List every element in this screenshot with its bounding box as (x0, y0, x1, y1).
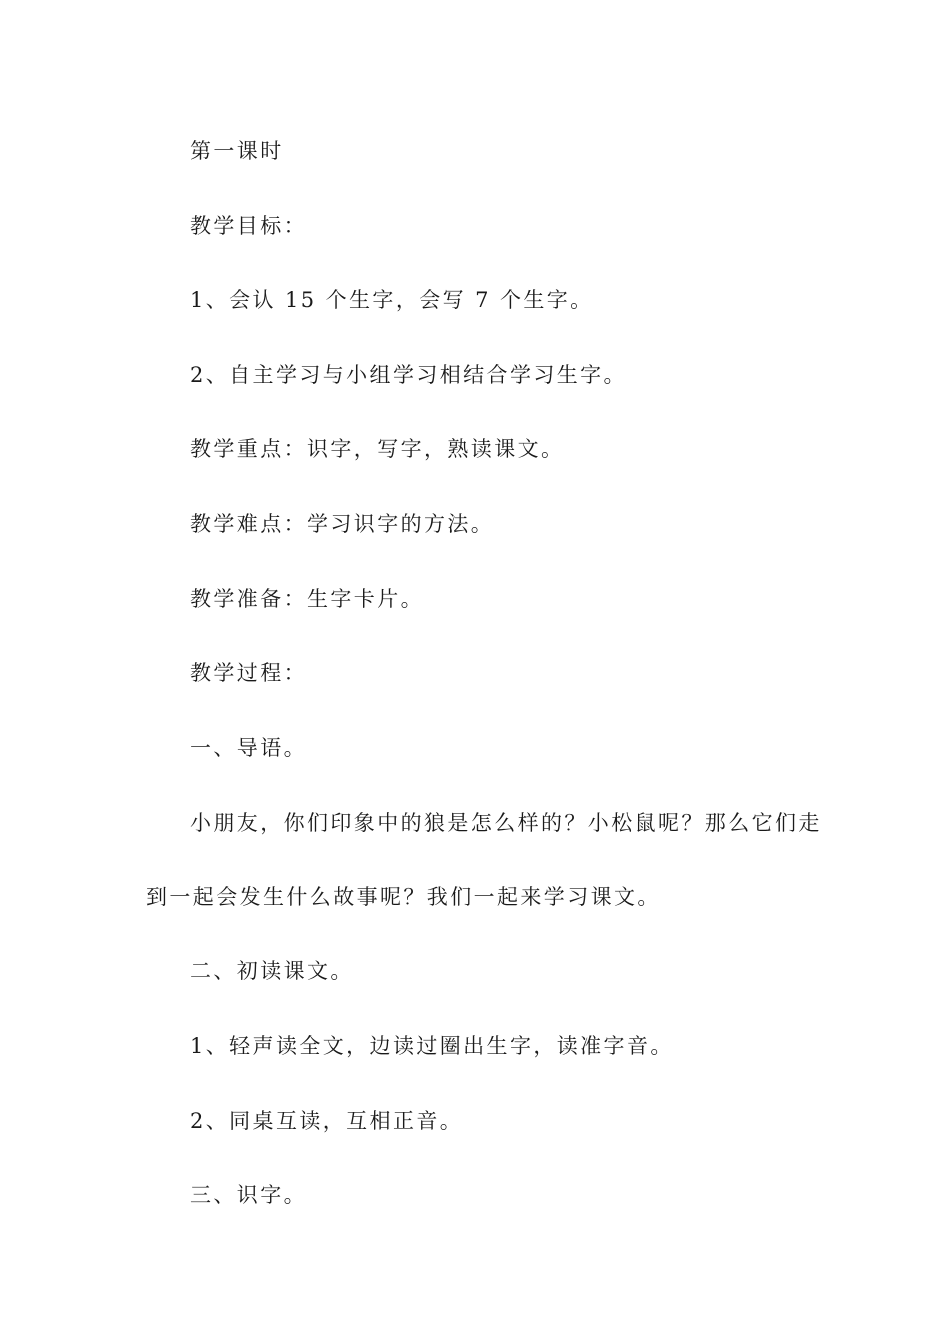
section-3-heading: 三、识字。 (190, 1183, 307, 1207)
key-points-line: 教学重点：识字，写字，熟读课文。 (190, 437, 565, 461)
difficulties-line: 教学难点：学习识字的方法。 (190, 512, 495, 536)
section-2-heading: 二、初读课文。 (190, 959, 354, 983)
lesson-heading: 第一课时 (190, 139, 284, 163)
reading-step-1: 1、轻声读全文，边读过圈出生字，读准字音。 (190, 1034, 674, 1058)
process-heading: 教学过程： (190, 661, 307, 685)
intro-paragraph-line-2: 到一起会发生什么故事呢？我们一起来学习课文。 (146, 885, 661, 909)
objective-item-1: 1、会认 15 个生字，会写 7 个生字。 (190, 288, 594, 312)
intro-paragraph-line-1: 小朋友，你们印象中的狼是怎么样的？小松鼠呢？那么它们走 (190, 811, 822, 835)
preparation-line: 教学准备：生字卡片。 (190, 587, 424, 611)
objectives-heading: 教学目标： (190, 214, 307, 238)
section-1-heading: 一、导语。 (190, 736, 307, 760)
objective-item-2: 2、自主学习与小组学习相结合学习生字。 (190, 363, 627, 387)
reading-step-2: 2、同桌互读，互相正音。 (190, 1109, 464, 1133)
